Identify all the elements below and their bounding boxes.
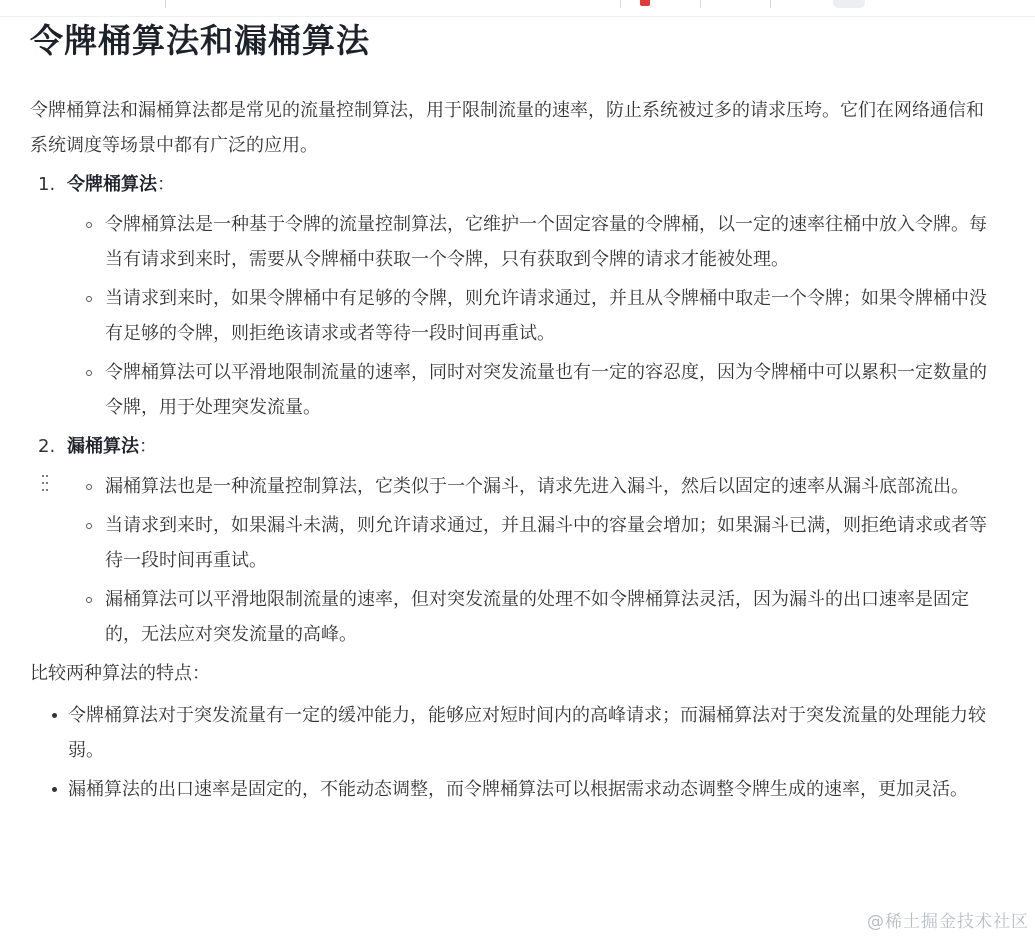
comparison-list bbox=[30, 698, 990, 807]
section-heading bbox=[30, 167, 990, 202]
list-item bbox=[30, 469, 990, 504]
list-item bbox=[30, 698, 990, 768]
list-item bbox=[30, 508, 990, 578]
article-body bbox=[30, 18, 990, 811]
watermark: @稀土掘金技术社区 bbox=[867, 912, 1029, 932]
list-item-text: 令牌桶算法可以平滑地限制流量的速率，同时对突发流量也有一定的容忍度，因为令牌桶中可以累积一定数量的令牌，用于处理突发流量。 bbox=[105, 362, 987, 418]
toolbar-divider bbox=[165, 0, 166, 8]
bullet-icon bbox=[52, 713, 57, 718]
toolbar-marker-icon[interactable] bbox=[640, 0, 650, 6]
section-heading bbox=[30, 429, 990, 464]
list-item-text: 令牌桶算法对于突发流量有一定的缓冲能力，能够应对短时间内的高峰请求；而漏桶算法对于突发流量的处理能力较弱。 bbox=[68, 705, 986, 761]
list-item bbox=[30, 355, 990, 425]
list-item-text: 当请求到来时，如果令牌桶中有足够的令牌，则允许请求通过，并且从令牌桶中取走一个令牌；如果令牌桶中没有足够的令牌，则拒绝该请求或者等待一段时间再重试。 bbox=[105, 288, 987, 344]
list-item bbox=[30, 582, 990, 652]
circle-bullet-icon bbox=[86, 222, 92, 228]
section-colon: ： bbox=[157, 174, 175, 195]
list-number: 1. bbox=[38, 174, 56, 195]
circle-bullet-icon bbox=[86, 484, 92, 490]
circle-bullet-icon bbox=[86, 597, 92, 603]
section-title: 令牌桶算法 bbox=[67, 174, 157, 195]
section-title: 漏桶算法 bbox=[67, 436, 139, 457]
list-item-text: 漏桶算法的出口速率是固定的，不能动态调整，而令牌桶算法可以根据需求动态调整令牌生成的速率，更加灵活。 bbox=[68, 779, 968, 800]
circle-bullet-icon bbox=[86, 523, 92, 529]
toolbar-button[interactable] bbox=[833, 0, 865, 8]
section-colon: ： bbox=[139, 436, 157, 457]
intro-paragraph: 令牌桶算法和漏桶算法都是常见的流量控制算法，用于限制流量的速率，防止系统被过多的请求压垮。它们在网络通信和系统调度等场景中都有广泛的应用。 bbox=[30, 100, 984, 156]
list-item-text: 漏桶算法也是一种流量控制算法，它类似于一个漏斗，请求先进入漏斗，然后以固定的速率从漏斗底部流出。 bbox=[105, 476, 969, 497]
list-item-text: 令牌桶算法是一种基于令牌的流量控制算法，它维护一个固定容量的令牌桶，以一定的速率往桶中放入令牌。每当有请求到来时，需要从令牌桶中获取一个令牌，只有获取到令牌的请求才能被处理。 bbox=[105, 214, 987, 270]
section-leaky-bucket bbox=[30, 429, 990, 652]
section-token-bucket bbox=[30, 167, 990, 425]
list-item bbox=[30, 207, 990, 277]
list-item-text: 漏桶算法可以平滑地限制流量的速率，但对突发流量的处理不如令牌桶算法灵活，因为漏斗的出口速率是固定的，无法应对突发流量的高峰。 bbox=[105, 589, 969, 645]
drag-handle-icon[interactable] bbox=[41, 472, 53, 490]
comparison-heading: 比较两种算法的特点： bbox=[30, 663, 210, 684]
sub-list bbox=[30, 469, 990, 652]
sub-list bbox=[30, 207, 990, 425]
top-toolbar-edge bbox=[0, 0, 1035, 17]
bullet-icon bbox=[52, 787, 57, 792]
list-item-text: 当请求到来时，如果漏斗未满，则允许请求通过，并且漏斗中的容量会增加；如果漏斗已满，则拒绝请求或者等待一段时间再重试。 bbox=[105, 515, 987, 571]
circle-bullet-icon bbox=[86, 370, 92, 376]
circle-bullet-icon bbox=[86, 296, 92, 302]
page-title: 令牌桶算法和漏桶算法 bbox=[30, 21, 370, 60]
toolbar-divider bbox=[770, 0, 771, 8]
list-item bbox=[30, 281, 990, 351]
list-number: 2. bbox=[38, 436, 56, 457]
list-item bbox=[30, 772, 990, 807]
toolbar-divider bbox=[700, 0, 701, 8]
toolbar-divider bbox=[620, 0, 621, 8]
